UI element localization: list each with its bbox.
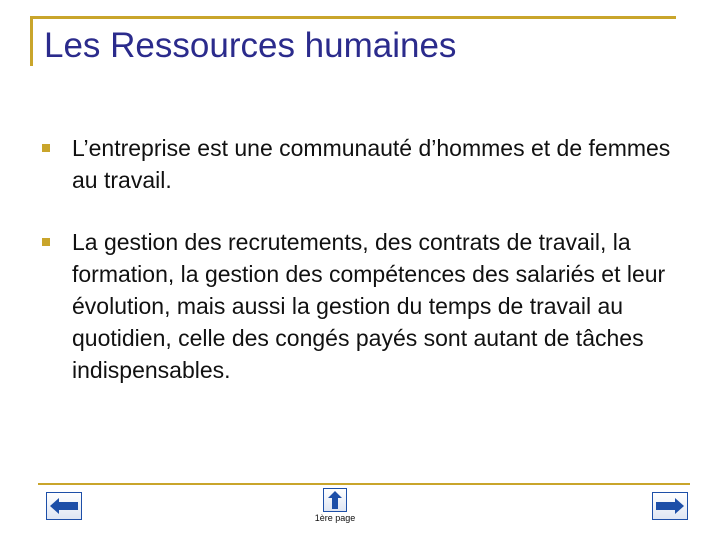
bullet-item: [42, 226, 692, 386]
bullet-text: L’entreprise est une communauté d’hommes et de femmes au travail.: [72, 135, 671, 193]
first-page-button[interactable]: [323, 488, 347, 512]
bullet-list: [42, 132, 692, 416]
arrow-left-icon: [49, 497, 79, 515]
bullet-text: La gestion des recrutements, des contrats de travail, la formation, la gestion des compétences des salariés et leur évolution, mais aussi la gestion du temps de travail au quotidien, celle des congés payés sont autant de tâches indispensables.: [72, 229, 666, 383]
arrow-up-icon: [327, 490, 343, 510]
bullet-marker-icon: [42, 144, 50, 152]
arrow-right-icon: [655, 497, 685, 515]
bullet-marker-icon: [42, 238, 50, 246]
first-page-label[interactable]: 1ère page: [314, 513, 356, 523]
previous-slide-button[interactable]: [46, 492, 82, 520]
next-slide-button[interactable]: [652, 492, 688, 520]
bullet-item: [42, 132, 692, 196]
slide-title: Les Ressources humaines: [44, 26, 457, 65]
bottom-divider: [38, 483, 690, 485]
